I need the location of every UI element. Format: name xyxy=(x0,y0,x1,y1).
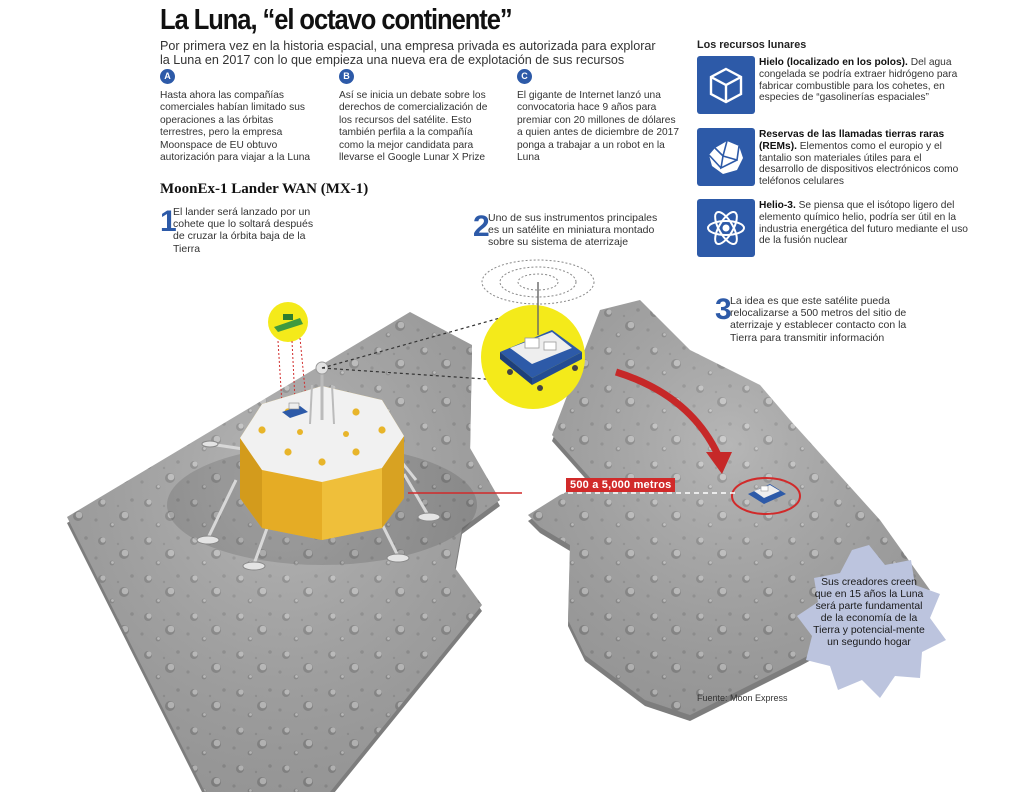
resources-title: Los recursos lunares xyxy=(697,39,807,51)
page-subtitle: Por primera vez en la historia espacial, una empresa privada es autorizada para explorar la Luna en 2017 con lo que empieza una nueva era de explotación de sus recursos xyxy=(160,39,656,67)
section-title: MoonEx-1 Lander WAN (MX-1) xyxy=(160,181,369,197)
step-1-text: El lander será lanzado por un cohete que lo soltará después de cruzar la órbita baja de la Tierra xyxy=(173,206,314,255)
resource-helium-title: Helio-3. xyxy=(759,200,796,211)
resource-helium-desc: Se piensa que el isótopo ligero del elemento químico helio, podría ser útil en la industria energética del futuro mediante el uso de la fusión nuclear xyxy=(759,200,968,247)
resource-rem-title: Reservas de las llamadas tierras raras (REMs). xyxy=(759,129,945,152)
badge-a: A xyxy=(160,69,175,84)
step-3-text: La idea es que este satélite pueda relocalizarse a 500 metros del sitio de aterrizaje y establecer contacto con la Tierra para transmitir información xyxy=(730,295,907,344)
badge-c: C xyxy=(517,69,532,84)
step-2-number: 2 xyxy=(473,210,490,243)
column-c-text: El gigante de Internet lanzó una convocatoria hace 9 años para premiar con 20 millones de dólares a quien antes de diciembre de 2017 ponga a trabajar a un robot en la Luna xyxy=(517,90,679,164)
source-credit: Fuente: Moon Express xyxy=(697,693,788,703)
step-2-text: Uno de sus instrumentos principales es un satélite en miniatura montado sobre su sistema de aterrizaje xyxy=(488,212,658,249)
column-b-text: Así se inicia un debate sobre los derechos de comercialización de los recursos del satélite. Esto también perfila a la compañía como la mejor candidata para llevarse el Google Lunar X Prize xyxy=(339,90,488,164)
page-title: La Luna, “el octavo continente” xyxy=(160,4,512,36)
distance-label: 500 a 5,000 metros xyxy=(566,478,675,492)
badge-b: B xyxy=(339,69,354,84)
resource-ice-title: Hielo (localizado en los polos). xyxy=(759,57,908,68)
resource-ice-desc: Del agua congelada se podría extraer hidrógeno para fabricar combustible para los cohetes, en especies de “gasolinerías espaciales” xyxy=(759,57,958,104)
step-1-number: 1 xyxy=(160,205,177,238)
column-a-text: Hasta ahora las compañías comerciales habían limitado sus operaciones a las órbitas terrestres, pero la empresa Moonspace de EU obtuvo autorización para viajar a la Luna xyxy=(160,90,311,164)
resource-rem-desc: Elementos como el europio y el tantalio son materiales útiles para el desarrollo de dispositivos electrónicos como teléfonos celulares xyxy=(759,140,959,188)
step-3-number: 3 xyxy=(715,293,732,326)
callout-text: Sus creadores creen que en 15 años la Luna será parte fundamental de la economía de la Tierra y potencial-mente un segundo hogar xyxy=(813,577,925,649)
